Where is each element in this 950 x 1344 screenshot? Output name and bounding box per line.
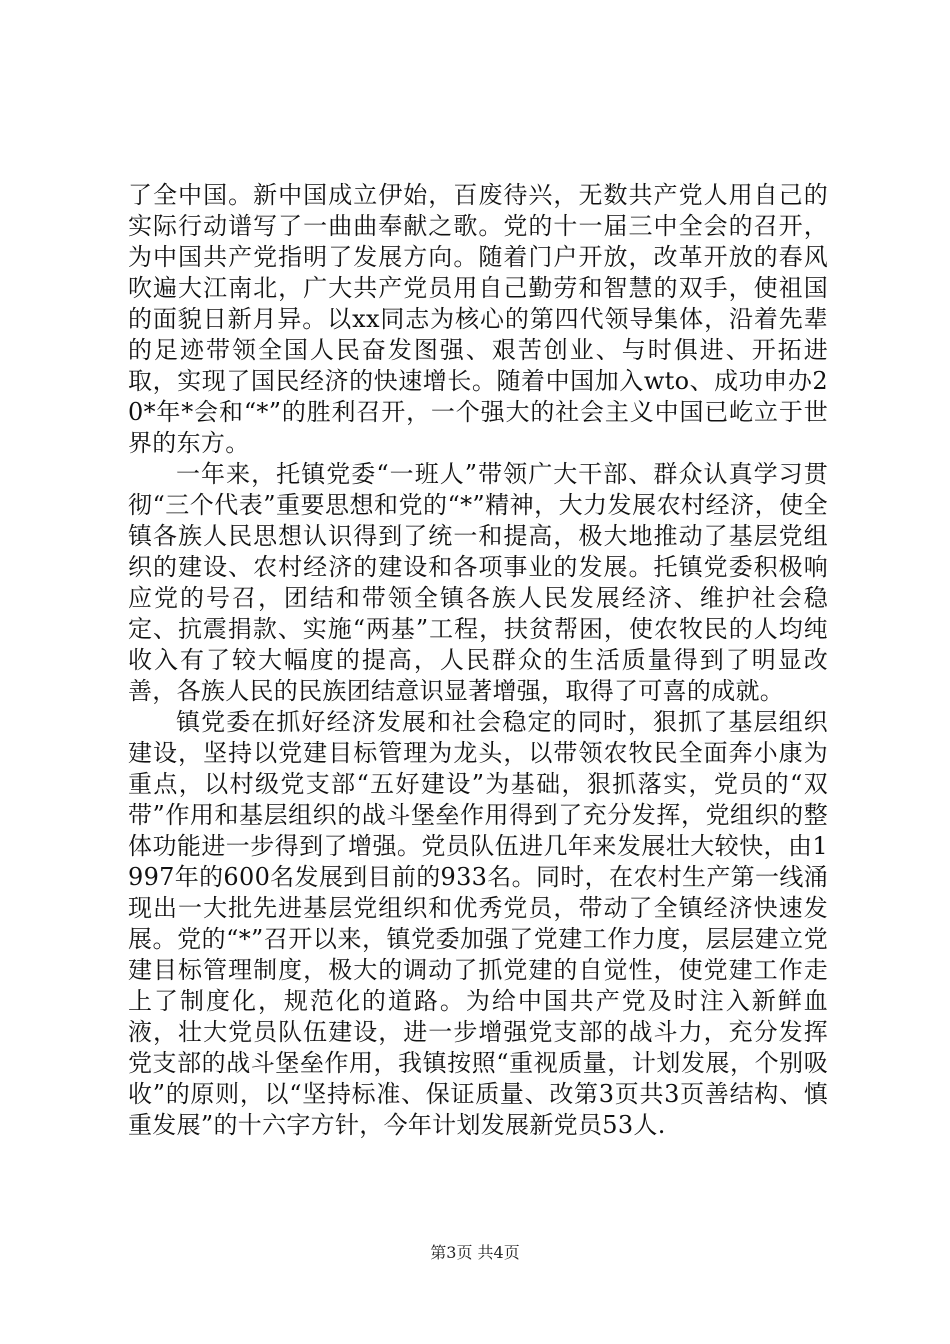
paragraph-2: 一年来，托镇党委“一班人”带领广大干部、群众认真学习贯彻“三个代表”重要思想和党的“*”精神，大力发展农村经济，使全镇各族人民思想认识得到了统一和提高，极大地推动了基层党组织的建设、农村经济的建设和各项事业的发展。托镇党委积极响应党的号召，团结和带领全镇各族人民发展经济、维护社会稳定、抗震捐款、实施“两基”工程，扶贫帮困，使农牧民的人均纯收入有了较大幅度的提高，人民群众的生活质量得到了明显改善，各族人民的民族团结意识显著增强，取得了可喜的成就。 [128, 460, 828, 705]
document-body [128, 180, 828, 1141]
paragraph-1: 了全中国。新中国成立伊始，百废待兴，无数共产党人用自己的实际行动谱写了一曲曲奉献之歌。党的十一届三中全会的召开，为中国共产党指明了发展方向。随着门户开放，改革开放的春风吹遍大江南北，广大共产党员用自己勤劳和智慧的双手，使祖国的面貌日新月异。以xx同志为核心的第四代领导集体，沿着先辈的足迹带领全国人民奋发图强、艰苦创业、与时俱进、开拓进取，实现了国民经济的快速增长。随着中国加入wto、成功申办20*年*会和“*”的胜利召开，一个强大的社会主义中国已屹立于世界的东方。 [128, 181, 828, 457]
page-footer: 第3页 共4页 [430, 1243, 520, 1262]
paragraph-3: 镇党委在抓好经济发展和社会稳定的同时，狠抓了基层组织建设，坚持以党建目标管理为龙头，以带领农牧民全面奔小康为重点，以村级党支部“五好建设”为基础，狠抓落实，党员的“双带”作用和基层组织的战斗堡垒作用得到了充分发挥，党组织的整体功能进一步得到了增强。党员队伍进几年来发展壮大较快，由1997年的600名发展到目前的933名。同时，在农村生产第一线涌现出一大批先进基层党组织和优秀党员，带动了全镇经济快速发展。党的“*”召开以来，镇党委加强了党建工作力度，层层建立党建目标管理制度，极大的调动了抓党建的自觉性，使党建工作走上了制度化，规范化的道路。为给中国共产党及时注入新鲜血液，壮大党员队伍建设，进一步增强党支部的战斗力，充分发挥党支部的战斗堡垒作用，我镇按照“重视质量，计划发展，个别吸收”的原则，以“坚持标准、保证质量、改第3页共3页善结构、慎重发展”的十六字方针，今年计划发展新党员53人. [128, 708, 828, 1139]
